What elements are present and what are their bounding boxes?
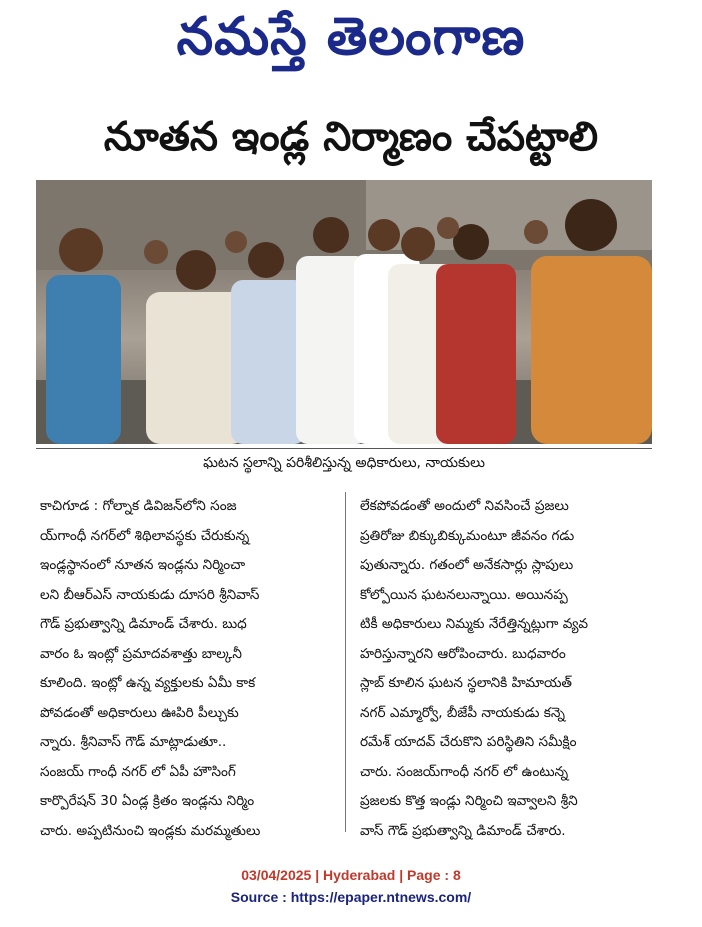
article-text-line: కోల్పోయిన ఘటనలున్నాయి. అయినప్ప bbox=[360, 586, 568, 603]
footer-date-line: 03/04/2025 | Hyderabad | Page : 8 bbox=[241, 867, 461, 883]
group-photo-illustration bbox=[36, 180, 652, 444]
article-column-left bbox=[40, 492, 330, 846]
article-text-line: నగర్ ఎమ్మార్వో, బీజేపీ నాయకుడు కన్నె bbox=[360, 704, 565, 721]
photo-caption: ఘటన స్థలాన్ని పరిశీలిస్తున్న అధికారులు, నాయకులు bbox=[203, 454, 485, 471]
article-text-line: కాచిగూడ : గోల్నాక డివిజన్‌లోని సంజ bbox=[40, 498, 237, 514]
article-text-line: పుతున్నారు. గతంలో అనేకసార్లు స్లాపులు bbox=[360, 557, 574, 573]
article-text-line: ప్రజలకు కొత్త ఇండ్లు నిర్మించి ఇవ్వాలని శ్రీని bbox=[360, 793, 578, 809]
article-text-line: ఇండ్లస్థానంలో నూతన ఇండ్లను నిర్మించా bbox=[40, 557, 246, 573]
article-text-line: ప్రతిరోజు బిక్కుబిక్కుమంటూ జీవనం గడు bbox=[360, 527, 575, 544]
article-text-line: న్నారు. శ్రీనివాస్ గౌడ్ మాట్లాడుతూ.. bbox=[40, 734, 227, 750]
article-text-line: లేకపోవడంతో అందులో నివసించే ప్రజలు bbox=[360, 498, 569, 514]
article-text-line: సంజయ్ గాంధీ నగర్ లో ఏపీ హౌసింగ్ bbox=[40, 763, 236, 780]
article-text-line: టికీ అధికారులు నిమ్మకు నేరేత్తిన్నట్లుగా వ్యవ bbox=[360, 616, 589, 632]
article-text-line: గౌడ్ ప్రభుత్వాన్ని డిమాండ్ చేశారు. బుధ bbox=[40, 616, 247, 632]
article-text-line: హరిస్తున్నారని ఆరోపించారు. బుధవారం bbox=[360, 645, 566, 662]
article-text-line: చారు. సంజయ్‌గాంధీ నగర్ లో ఉంటున్న bbox=[360, 763, 569, 780]
article-photo bbox=[36, 180, 652, 444]
article-text-line: రమేశ్ యాదవ్ చేరుకొని పరిస్థితిని సమీక్షిం bbox=[360, 734, 577, 750]
masthead-logo: నమస్తే తెలంగాణ bbox=[176, 6, 526, 67]
article-text-line: య్‌గాంధీ నగర్‌లో శిథిలావస్థకు చేరుకున్న bbox=[40, 527, 250, 544]
article-text-line: చారు. అప్పటినుంచి ఇండ్లకు మరమ్మతులు bbox=[40, 822, 261, 839]
article-column-right bbox=[360, 492, 650, 846]
article-text-line: లని బీఆర్‌ఎస్ నాయకుడు దూసరి శ్రీనివాస్ bbox=[40, 586, 260, 603]
article-text-line: స్లాబ్ కూలిన ఘటన స్థలానికి హిమాయత్ bbox=[360, 675, 573, 691]
footer bbox=[0, 864, 702, 908]
column-divider bbox=[345, 492, 346, 832]
footer-source-line: Source : https://epaper.ntnews.com/ bbox=[230, 889, 472, 905]
article-text-line: కార్పొరేషన్ 30 ఏండ్ల క్రితం ఇండ్లను నిర్మిం bbox=[40, 793, 255, 809]
caption-rule bbox=[36, 448, 652, 449]
article-text-line: వాస్ గౌడ్ ప్రభుత్వాన్ని డిమాండ్ చేశారు. bbox=[360, 822, 566, 839]
article-text-line: వారం ఓ ఇంట్లో ప్రమాదవశాత్తు బాల్కనీ bbox=[40, 645, 242, 662]
article-text-line: పోవడంతో అధికారులు ఊపిరి పీల్చుకు bbox=[40, 704, 239, 721]
article-headline: నూతన ఇండ్ల నిర్మాణం చేపట్టాలి bbox=[103, 114, 599, 160]
article-text-line: కూలింది. ఇంట్లో ఉన్న వ్యక్తులకు ఏమీ కాక bbox=[40, 675, 256, 691]
